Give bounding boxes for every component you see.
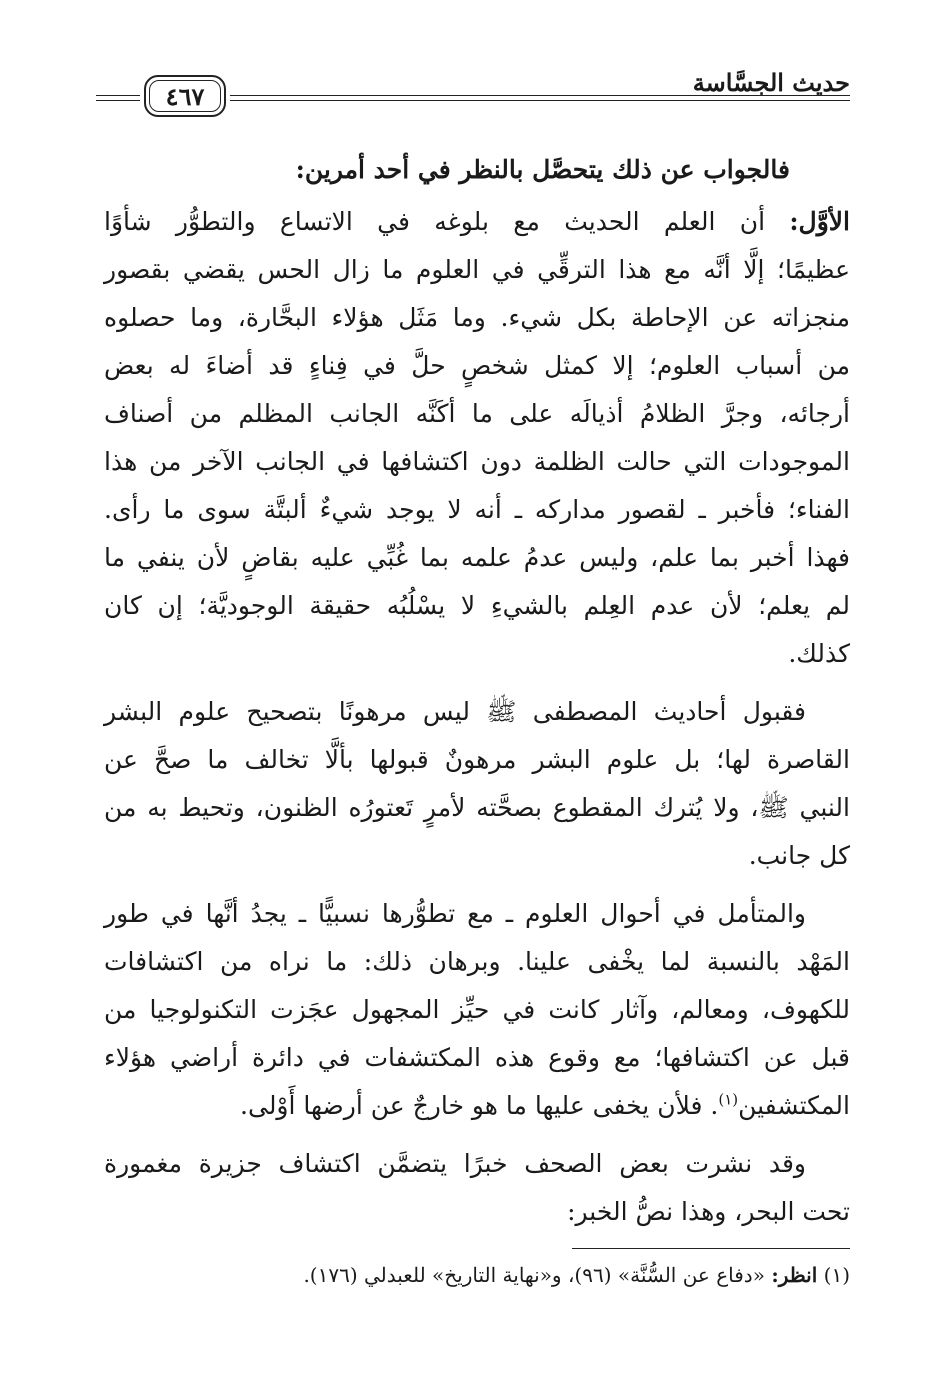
text-line: عظيمًا؛ إلَّا أنَّه مع هذا الترقِّي في العلوم ما زال الحس يقضي بقصور bbox=[104, 255, 850, 284]
footnote bbox=[150, 1260, 850, 1290]
text-line: المَهْد بالنسبة لما يخْفى علينا. وبرهان ذلك: ما نراه من اكتشافات bbox=[104, 947, 850, 976]
footnote-separator bbox=[572, 1248, 850, 1249]
text-line: وقد نشرت بعض الصحف خبرًا يتضمَّن اكتشاف جزيرة مغمورة bbox=[104, 1149, 806, 1178]
footnote-label: انظر: bbox=[771, 1263, 818, 1287]
text-line: منجزاته عن الإحاطة بكل شيء. وما مَثَل هؤلاء البحَّارة، وما حصلوه bbox=[104, 303, 850, 332]
paragraph-3 bbox=[104, 890, 850, 1130]
header-rule-left bbox=[96, 95, 140, 101]
text-line: المكتشفين$^{(١)}$. فلأن يخفى عليها ما هو خارجٌ عن أرضها أَوْلى. bbox=[240, 1090, 850, 1120]
text-line: الموجودات التي حالت الظلمة دون اكتشافها في الجانب الآخر من هذا bbox=[104, 447, 850, 476]
text-line: فقبول أحاديث المصطفى ﷺ ليس مرهونًا بتصحيح علوم البشر bbox=[104, 697, 806, 726]
text-line: كذلك. bbox=[788, 639, 850, 668]
footnote-reference[interactable]: (١) bbox=[718, 1090, 739, 1109]
text-line: النبي ﷺ، ولا يُترك المقطوع بصحَّته لأمرٍ تَعتورُه الظنون، وتحيط به من bbox=[104, 793, 850, 822]
page-number-frame bbox=[144, 75, 226, 117]
text-line: لم يعلم؛ لأن عدم العِلم بالشيءِ لا يسْلُبُه حقيقة الوجوديَّة؛ إن كان bbox=[104, 591, 850, 620]
text-line: كل جانب. bbox=[748, 841, 850, 870]
text-line: قبل عن اكتشافها؛ مع وقوع هذه المكتشفات في دائرة أراضي هؤلاء bbox=[104, 1043, 850, 1072]
section-heading: فالجواب عن ذلك يتحصَّل بالنظر في أحد أمرين: bbox=[295, 155, 790, 184]
paragraph-1 bbox=[104, 198, 850, 678]
footnote-text: «دفاع عن السُّنَّة» (٩٦)، و«نهاية التاريخ» للعبدلي (١٧٦). bbox=[303, 1263, 772, 1287]
text-line: فهذا أخبر بما علم، وليس عدمُ علمه بما غُبِّي عليه بقاضٍ لأن ينفي ما bbox=[104, 543, 850, 572]
page-header bbox=[96, 62, 850, 122]
text-line: تحت البحر، وهذا نصُّ الخبر: bbox=[567, 1197, 850, 1226]
running-title: حديث الجسَّاسة bbox=[692, 68, 850, 97]
page-body bbox=[104, 142, 850, 1246]
page-number: ٤٦٧ bbox=[149, 80, 221, 112]
text-line: الفناء؛ فأخبر ـ لقصور مداركه ـ أنه لا يوجد شيءٌ ألبتَّة سوى ما رأى. bbox=[104, 495, 850, 524]
text-line: أرجائه، وجرَّ الظلامُ أذيالَه على ما أكَنَّه الجانب المظلم من أصناف bbox=[104, 399, 850, 428]
footnote-number: (١) bbox=[823, 1263, 850, 1287]
text-line: الأوَّل: أن العلم الحديث مع بلوغه في الاتساع والتطوُّر شأوًا bbox=[104, 207, 850, 236]
text-line: القاصرة لها؛ بل علوم البشر مرهونٌ قبولها بألَّا تخالف ما صحَّ عن bbox=[104, 745, 850, 774]
text-line: من أسباب العلوم؛ إلا كمثل شخصٍ حلَّ في فِناءٍ قد أضاءَ له بعض bbox=[104, 351, 850, 380]
paragraph-2 bbox=[104, 688, 850, 880]
text-line: للكهوف، ومعالم، وآثار كانت في حيِّز المجهول عجَزت التكنولوجيا من bbox=[104, 995, 850, 1024]
paragraph-lead: الأوَّل: bbox=[789, 207, 850, 236]
text-line: والمتأمل في أحوال العلوم ـ مع تطوُّرها نسبيًّا ـ يجدُ أنَّها في طور bbox=[104, 899, 806, 928]
paragraph-4 bbox=[104, 1140, 850, 1236]
